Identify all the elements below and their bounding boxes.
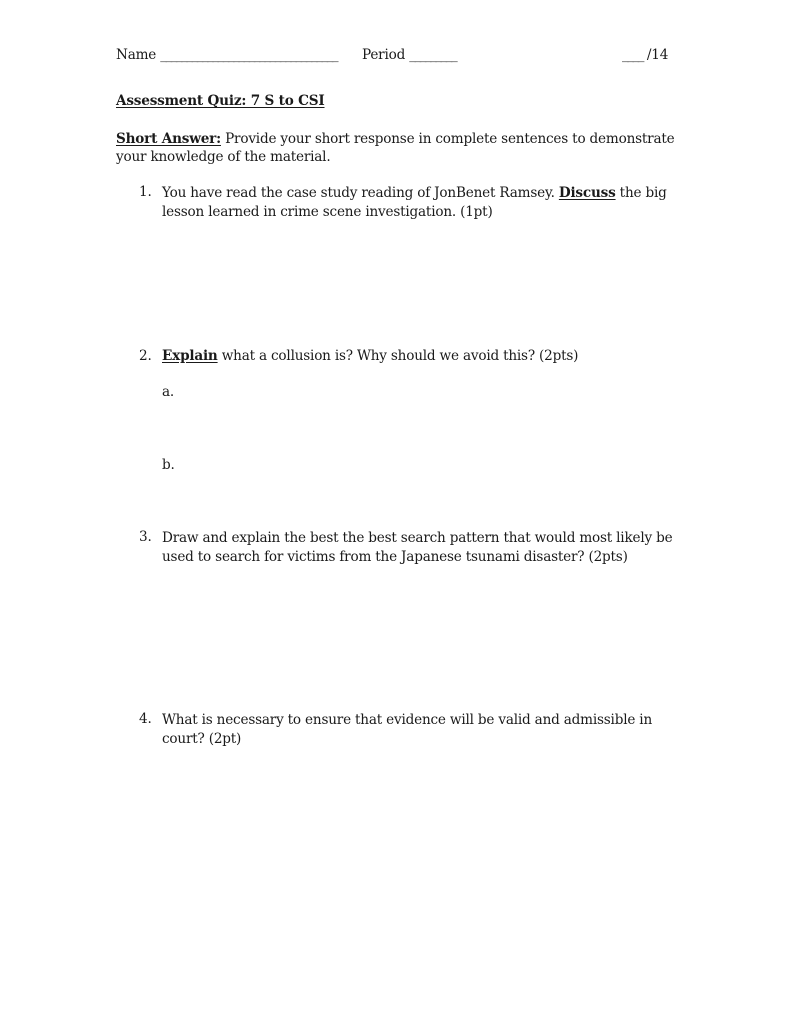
question-1-emphasis: Discuss (558, 185, 616, 201)
score-field (622, 47, 668, 63)
question-4-text (162, 711, 652, 749)
score-blank: ____ (622, 47, 643, 63)
question-2-sub-b: b. (162, 457, 175, 473)
instructions (116, 130, 674, 166)
question-1-line1-b: the big (615, 185, 667, 201)
instructions-line2: your knowledge of the material. (116, 149, 331, 165)
name-blank: __________________________________ (160, 47, 337, 63)
name-field (116, 47, 337, 63)
question-4-line1: What is necessary to ensure that evidence will be valid and admissible in (162, 712, 653, 728)
question-3-text (162, 529, 672, 567)
quiz-title: Assessment Quiz: 7 S to CSI (116, 93, 325, 109)
question-4-number: 4. (139, 711, 152, 727)
period-label: Period (362, 47, 406, 63)
question-1-number: 1. (139, 184, 152, 200)
instructions-line1: Provide your short response in complete sentences to demonstrate (220, 131, 675, 147)
question-1-line1-a: You have read the case study reading of JonBenet Ramsey. (162, 185, 559, 201)
period-blank: _________ (409, 47, 457, 63)
question-2-number: 2. (139, 348, 152, 364)
question-1-line2: lesson learned in crime scene investigation. (1pt) (162, 204, 493, 220)
score-total: /14 (646, 47, 669, 63)
question-2-emphasis: Explain (162, 348, 218, 364)
question-3-number: 3. (139, 529, 152, 545)
name-label: Name (116, 47, 157, 63)
question-1-text (162, 184, 667, 222)
period-field (362, 47, 456, 63)
question-2-line1: what a collusion is? Why should we avoid this? (2pts) (217, 348, 579, 364)
question-3-line1: Draw and explain the best the best search pattern that would most likely be (162, 530, 673, 546)
question-2-text (162, 348, 578, 364)
instructions-label: Short Answer: (116, 131, 221, 147)
question-3-line2: used to search for victims from the Japanese tsunami disaster? (2pts) (162, 549, 628, 565)
question-4-line2: court? (2pt) (162, 731, 242, 747)
question-2-sub-a: a. (162, 384, 175, 400)
